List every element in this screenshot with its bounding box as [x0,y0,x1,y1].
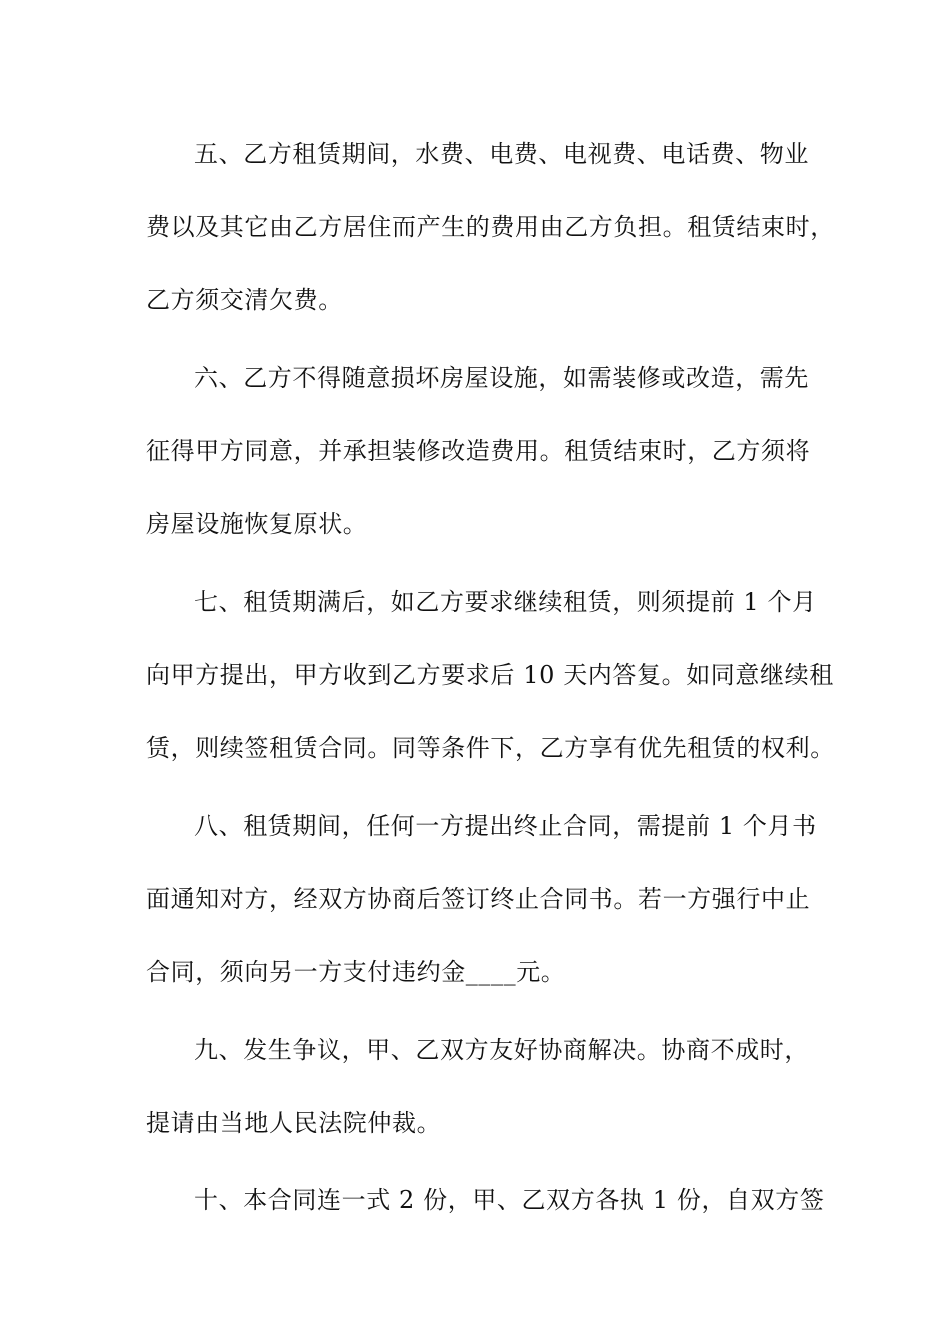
clause-8-line-2: 面通知对方，经双方协商后签订终止合同书。若一方强行中止 [146,885,811,913]
clause-10-line-1: 十、本合同连一式 2 份，甲、乙双方各执 1 份，自双方签 [194,1186,825,1214]
clause-8-line-3: 合同，须向另一方支付违约金____元。 [146,958,566,986]
clause-5-line-2: 费以及其它由乙方居住而产生的费用由乙方负担。租赁结束时， [146,213,835,241]
clause-7-line-1: 七、租赁期满后，如乙方要求继续租赁，则须提前 1 个月 [194,588,817,616]
clause-6-line-2: 征得甲方同意，并承担装修改造费用。租赁结束时，乙方须将 [146,437,811,465]
clause-9-line-1: 九、发生争议，甲、乙双方友好协商解决。协商不成时， [194,1036,809,1064]
clause-9-line-2: 提请由当地人民法院仲裁。 [146,1109,442,1137]
clause-6-line-3: 房屋设施恢复原状。 [146,510,368,538]
clause-7-line-2: 向甲方提出，甲方收到乙方要求后 10 天内答复。如同意继续租 [146,661,834,689]
clause-5-line-1: 五、乙方租赁期间，水费、电费、电视费、电话费、物业 [194,140,809,168]
clause-5-line-3: 乙方须交清欠费。 [146,286,343,314]
clause-7-line-3: 赁，则续签租赁合同。同等条件下，乙方享有优先租赁的权利。 [146,734,835,762]
clause-6-line-1: 六、乙方不得随意损坏房屋设施，如需装修或改造，需先 [194,364,809,392]
clause-8-line-1: 八、租赁期间，任何一方提出终止合同，需提前 1 个月书 [194,812,817,840]
